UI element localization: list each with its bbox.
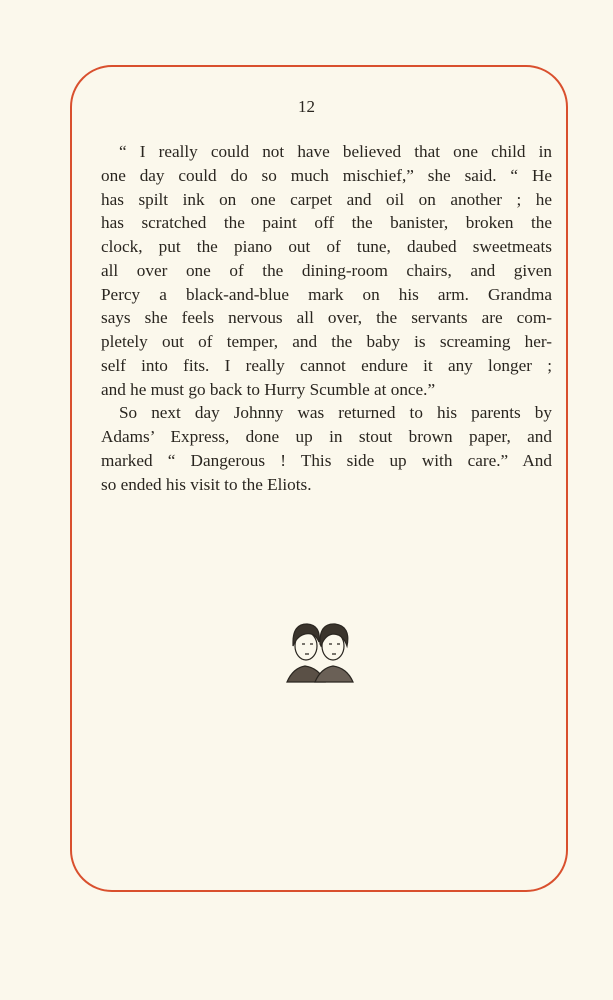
body-text [101,140,552,496]
two-children-portrait-illustration [279,612,361,688]
text-line: has scratched the paint off the banister, broken the [101,213,552,233]
text-line: and he must go back to Hurry Scumble at once.” [101,379,436,399]
text-line: Adams’ Express, done up in stout brown paper, and [101,427,552,446]
text-line: all over one of the dining-room chairs, and given [101,260,552,280]
text-line: “ I really could not have believed that one child in [119,142,552,161]
text-line: Percy a black-and-blue mark on his arm. Grandma [101,284,552,304]
text-line: So next day Johnny was returned to his parents by [119,403,552,423]
text-line: clock, put the piano out of tune, daubed sweetmeats [101,237,552,256]
text-line: has spilt ink on one carpet and oil on another ; he [101,189,552,209]
text-line: pletely out of temper, and the baby is screaming her- [101,332,552,351]
text-line: self into fits. I really cannot endure it any longer ; [101,355,552,375]
text-line: one day could do so much mischief,” she said. “ He [101,165,552,185]
page-number: 12 [298,97,315,116]
text-line: says she feels nervous all over, the servants are com- [101,308,552,328]
text-line: marked “ Dangerous ! This side up with care.” And [101,450,552,470]
text-line: so ended his visit to the Eliots. [101,474,312,494]
